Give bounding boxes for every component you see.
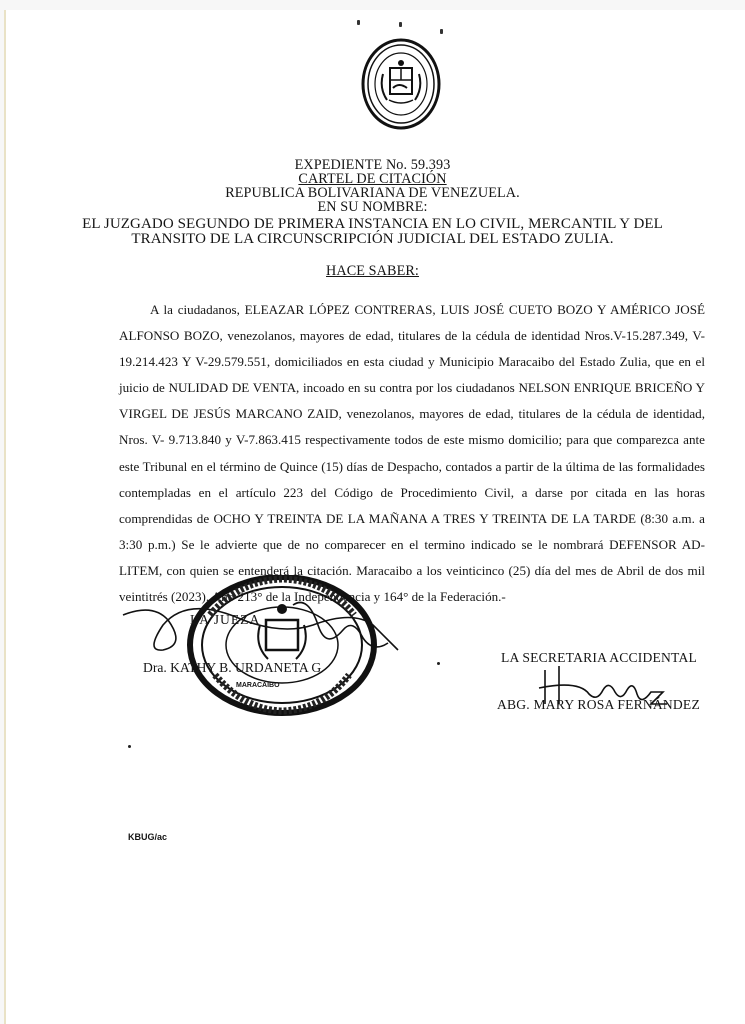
document-title: CARTEL DE CITACIÓN	[298, 171, 447, 187]
judge-name: Dra. KATHY B. URDANETA G	[143, 660, 322, 675]
secretary-name: ABG. MARY ROSA FERNÁNDEZ	[497, 697, 700, 712]
in-name-heading: EN SU NOMBRE:	[317, 199, 428, 215]
citation-paragraph: A la ciudadanos, ELEAZAR LÓPEZ CONTRERAS, LUIS JOSÉ CUETO BOZO Y AMÉRICO JOSÉ ALFONSO BOZO, venezolanos, mayores de edad, titulares de la cédula de identidad Nros.V-15.287.349, V-19.214.423 Y V-29.579.551, domiciliados en esta ciudad y Municipio Maracaibo del Estado Zulia, que en el juicio de NULIDAD DE VENTA, incoado en su contra por los ciudadanos NELSON ENRIQUE BRICEÑO Y VIRGEL DE JESÚS MARCANO ZAID, venezolanos, mayores de edad, titulares de la cédula de identidad, Nros. V- 9.713.840 y V-7.863.415 respectivamente todos de este mismo domicilio; para que comparezca ante este Tribunal en el término de Quince (15) días de Despacho, contados a partir de la última de las formalidades contempladas en el artículo 223 del Código de Procedimiento Civil, a darse por citada en las horas comprendidas de OCHO Y TREINTA DE LA MAÑANA A TRES Y TREINTA DE LA TARDE (8:30 a.m. a 3:30 p.m.) Se le advierte que de no comparecer en el termino indicado se le nombrará DEFENSOR AD-LITEM, con quien se entenderá la citación. Maracaibo a los veinticinco (25) día del mes de Abril de dos mil veintitrés (2023). Año 213° de la Independencia y 164° de la Federación.-	[119, 302, 705, 605]
typist-initials: KBUG/ac	[128, 832, 168, 842]
scan-dot	[128, 745, 131, 748]
citation-body	[119, 297, 705, 610]
republic-heading: REPUBLICA BOLIVARIANA DE VENEZUELA.	[225, 185, 520, 201]
hace-saber-heading: HACE SABER:	[326, 263, 419, 279]
scan-dot	[437, 662, 440, 665]
expediente-number: EXPEDIENTE No. 59.393	[294, 157, 451, 173]
stamp-city: MARACAIBO	[236, 682, 280, 689]
judge-title: LA JUEZA	[190, 612, 261, 627]
secretary-title: LA SECRETARIA ACCIDENTAL	[501, 650, 697, 665]
coat-of-arms-seal-icon	[361, 38, 441, 130]
court-name-line1: EL JUZGADO SEGUNDO DE PRIMERA INSTANCIA EN LO CIVIL, MERCANTIL Y DEL	[82, 216, 663, 232]
court-name-line2: TRANSITO DE LA CIRCUNSCRIPCIÓN JUDICIAL DEL ESTADO ZULIA.	[131, 231, 614, 247]
court-stamp-icon	[170, 575, 395, 720]
